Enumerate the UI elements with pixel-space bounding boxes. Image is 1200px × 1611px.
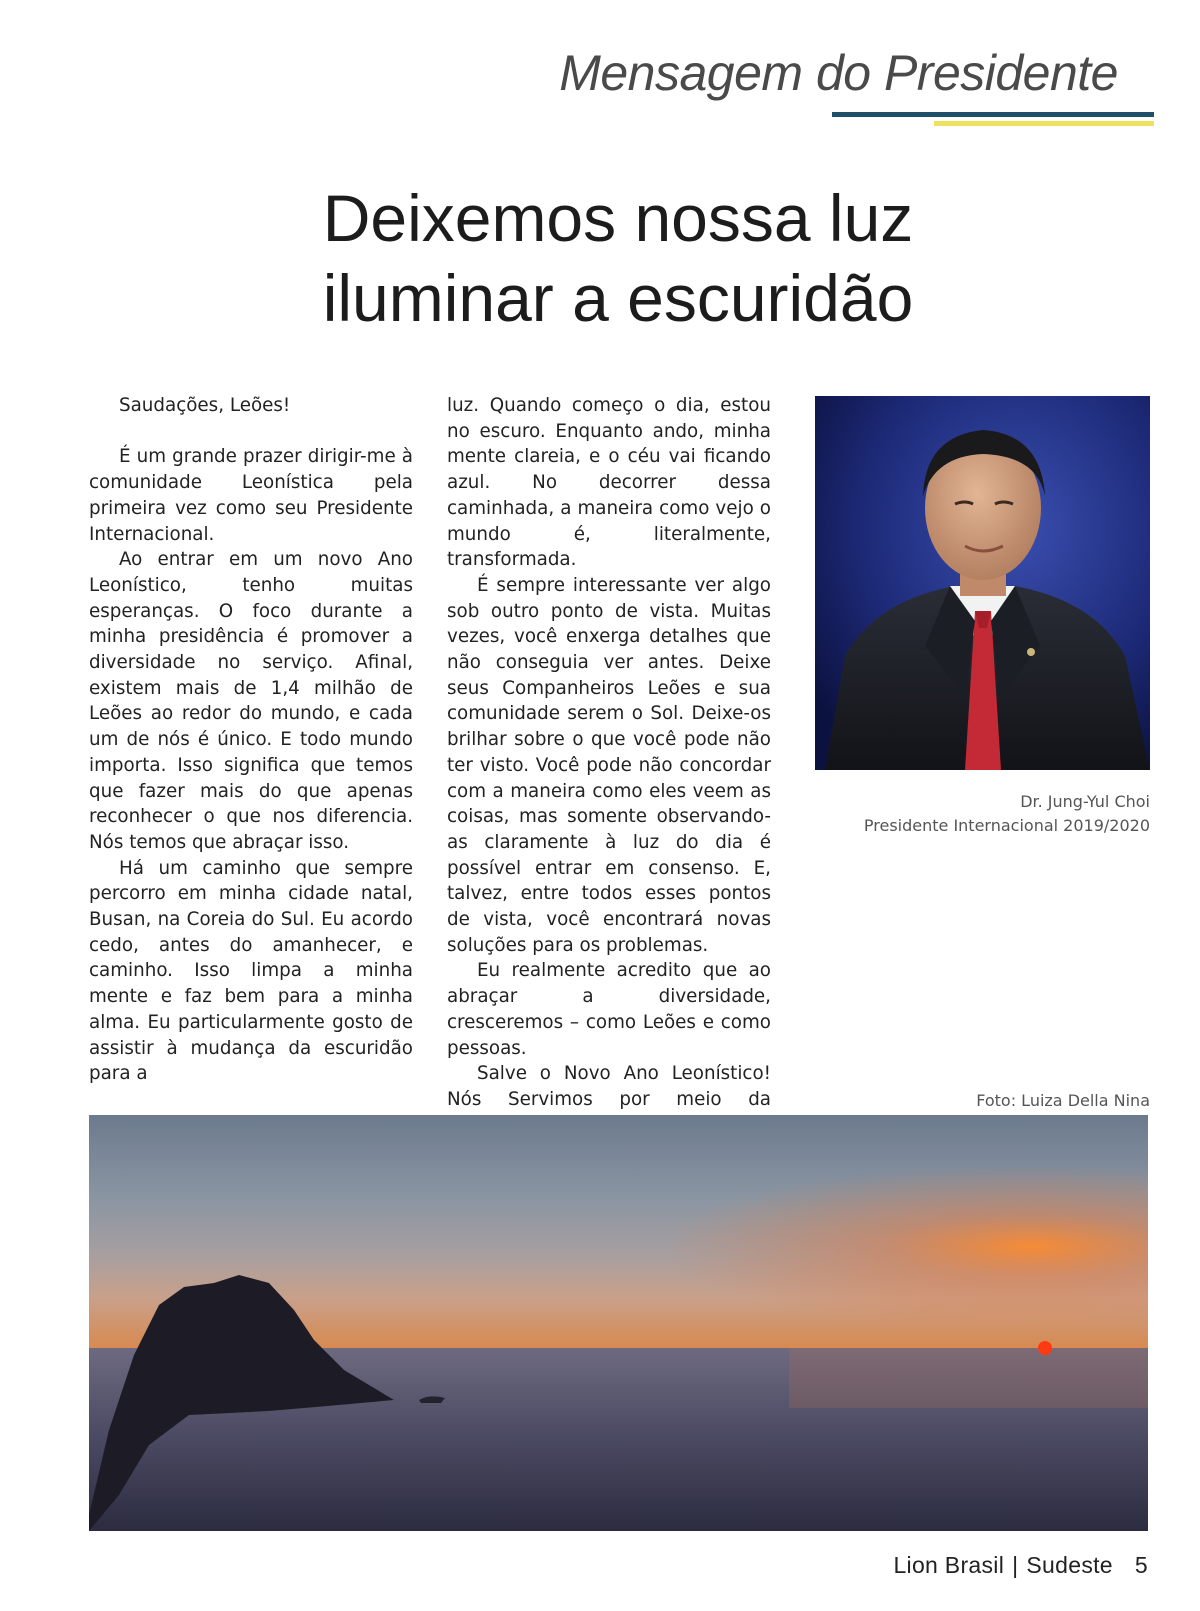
photo-credit: Foto: Luiza Della Nina bbox=[976, 1091, 1150, 1110]
caption-role: Presidente Internacional 2019/2020 bbox=[863, 816, 1150, 835]
paragraph: Salve o Novo Ano Leonístico! Nós Servimos por meio da bbox=[447, 1063, 771, 1110]
headline-line-2: iluminar a escuridão bbox=[322, 261, 914, 335]
paragraph: Eu realmente acredito que ao abraçar a diversidade, cresceremos – como Leões e como pessoas. bbox=[447, 960, 771, 1059]
portrait-caption bbox=[864, 790, 1150, 838]
paragraph: É sempre interessante ver algo sob outro ponto de vista. Muitas vezes, você enxerga detalhes que não conseguia ver antes. Deixe seus Companheiros Leões e sua comunidade serem o Sol. Deixe-os brilhar sobre o que você pode não ter visto. Você pode não concordar com a maneira como eles veem as coisas, mas somente observando-as claramente à luz do dia é possível entrar em consenso. E, talvez, entre todos esses pontos de vista, você encontrará novas soluções para os problemas. bbox=[447, 574, 771, 956]
sunset-photo bbox=[89, 1115, 1148, 1531]
paragraph: Há um caminho que sempre percorro em minha cidade natal, Busan, na Coreia do Sul. Eu acordo cedo, antes do amanhecer, e caminho. Isso limpa a minha mente e faz bem para a minha alma. Eu particularmente gosto de assistir à mudança da escuridão para a bbox=[89, 857, 413, 1085]
paragraph: Ao entrar em um novo Ano Leonístico, tenho muitas esperanças. O foco durante a minha presidência é promover a diversidade no serviço. Afinal, existem mais de 1,4 milhão de Leões ao redor do mundo, e cada um de nós é único. E todo mundo importa. Isso significa que temos que fazer mais do que apenas reconhecer o que nos diferencia. Nós temos que abraçar isso. bbox=[89, 549, 413, 853]
article-column-2 bbox=[447, 393, 771, 1138]
footer-publication: Lion Brasil bbox=[893, 1552, 1005, 1578]
footer-region: Sudeste bbox=[1026, 1552, 1113, 1578]
header-rule-navy bbox=[832, 112, 1154, 117]
page-footer bbox=[893, 1552, 1148, 1579]
header-rule-yellow bbox=[934, 121, 1154, 126]
section-header: Mensagem do Presidente bbox=[559, 45, 1118, 101]
caption-name: Dr. Jung-Yul Choi bbox=[1020, 792, 1150, 811]
headline-line-1: Deixemos nossa luz bbox=[322, 181, 914, 255]
paragraph: É um grande prazer dirigir-me à comunidade Leonística pela primeira vez como seu Presidente Internacional. bbox=[89, 446, 413, 545]
page-number: 5 bbox=[1134, 1552, 1148, 1578]
footer-separator: | bbox=[1012, 1552, 1019, 1578]
paragraph-continued: luz. Quando começo o dia, estou no escuro. Enquanto ando, minha mente clareia, e o céu vai ficando azul. No decorrer dessa caminhada, a maneira como vejo o mundo é, literalmente, transformada. bbox=[447, 395, 771, 571]
greeting: Saudações, Leões! bbox=[119, 395, 291, 416]
article-column-1 bbox=[89, 393, 413, 1087]
president-portrait bbox=[815, 396, 1150, 770]
headline bbox=[0, 178, 1200, 338]
